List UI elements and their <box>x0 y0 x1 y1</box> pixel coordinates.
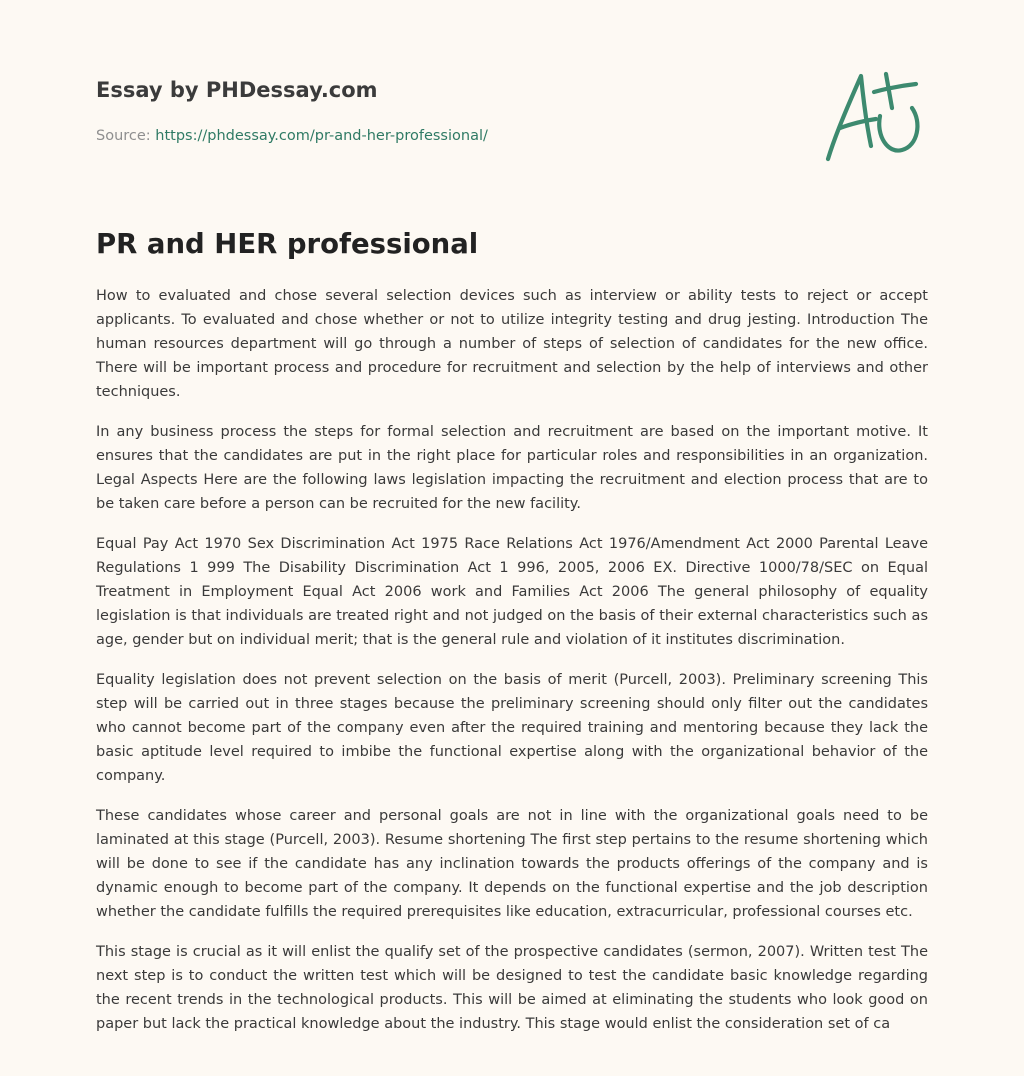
source-label: Source: <box>96 128 156 144</box>
page-title: PR and HER professional <box>96 228 479 260</box>
essay-paragraph: Equal Pay Act 1970 Sex Discrimination Act 1975 Race Relations Act 1976/Amendment Act 2000 Parental Leave Regulations 1 999 The Disability Discrimination Act 1 996, 2005, 2006 EX. Directive 1000/78/SEC on Equal Treatment in Employment Equal Act 2006 work and Families Act 2006 The general philosophy of equality legislation is that individuals are treated right and not judged on the basis of their external characteristics such as age, gender but on individual merit; that is the general rule and violation of it institutes discrimination. <box>96 536 928 648</box>
site-brand: Essay by PHDessay.com <box>96 78 378 102</box>
page-header <box>96 76 696 146</box>
essay-body <box>96 284 928 1052</box>
essay-paragraph: Equality legislation does not prevent selection on the basis of merit (Purcell, 2003). Preliminary screening This step will be carried out in three stages because the preliminary screening should only filter out the candidates who cannot become part of the company even after the required training and mentoring because they lack the basic aptitude level required to imbibe the functional expertise along with the organizational behavior of the company. <box>96 672 928 784</box>
source-link[interactable]: https://phdessay.com/pr-and-her-professional/ <box>155 128 488 144</box>
essay-paragraph: These candidates whose career and personal goals are not in line with the organizational goals need to be laminated at this stage (Purcell, 2003). Resume shortening The first step pertains to the resume shortening which will be done to see if the candidate has any inclination towards the products offerings of the company and is dynamic enough to become part of the company. It depends on the functional expertise and the job description whether the candidate fulfills the required prerequisites like education, extracurricular, professional courses etc. <box>96 808 928 920</box>
essay-paragraph: This stage is crucial as it will enlist the qualify set of the prospective candidates (sermon, 2007). Written test The next step is to conduct the written test which will be designed to test the candidate basic knowledge regarding the recent trends in the technological products. This will be aimed at eliminating the students who look good on paper but lack the practical knowledge about the industry. This stage would enlist the consideration set of ca <box>96 944 928 1032</box>
essay-paragraph: How to evaluated and chose several selection devices such as interview or ability tests to reject or accept applicants. To evaluated and chose whether or not to utilize integrity testing and drug jesting. Introduction The human resources department will go through a number of steps of selection of candidates for the new office. There will be important process and procedure for recruitment and selection by the help of interviews and other techniques. <box>96 288 928 400</box>
source-line <box>96 126 696 146</box>
a-plus-grade-icon <box>818 66 930 166</box>
essay-paragraph: In any business process the steps for formal selection and recruitment are based on the important motive. It ensures that the candidates are put in the right place for particular roles and responsibilities in an organization. Legal Aspects Here are the following laws legislation impacting the recruitment and election process that are to be taken care before a person can be recruited for the new facility. <box>96 424 928 512</box>
